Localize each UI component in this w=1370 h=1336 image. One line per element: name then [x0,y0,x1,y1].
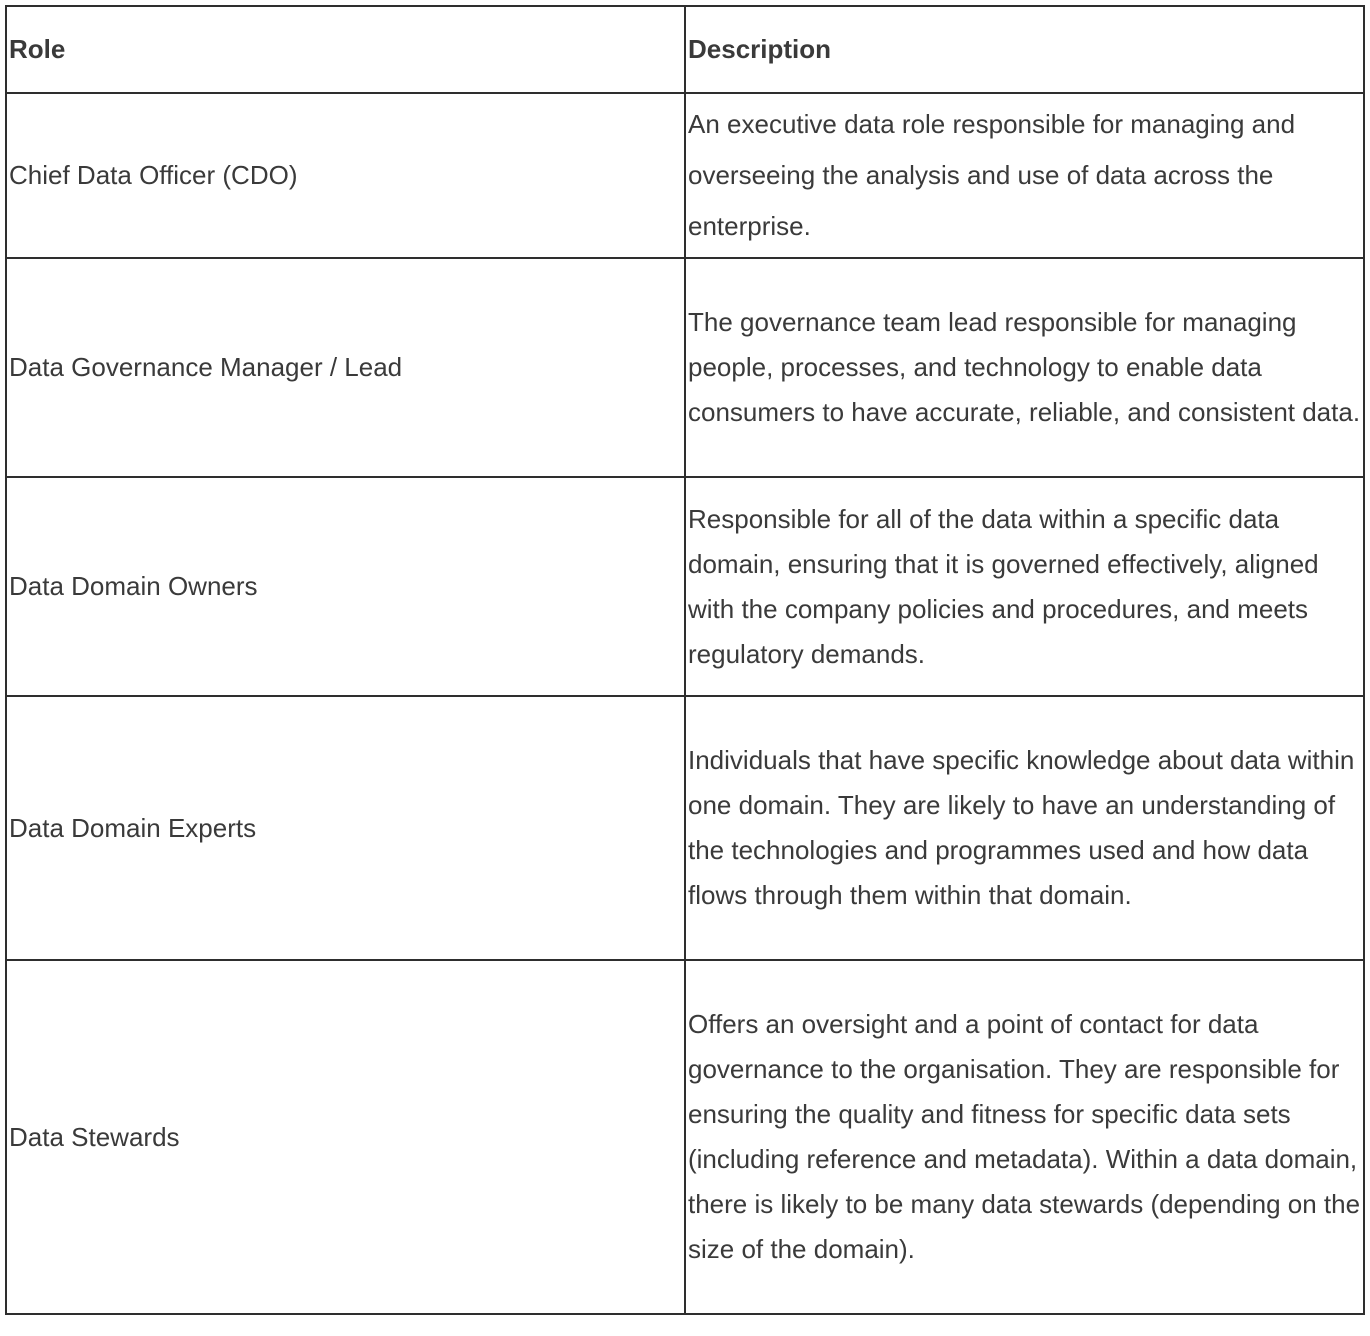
role-cell: Data Domain Experts [6,696,685,960]
table-row [6,960,1364,1314]
table-row [6,477,1364,696]
description-cell: Offers an oversight and a point of contact for data governance to the organisation. They are responsible for ensuring the quality and fitness for specific data sets (including reference and metadata). Within a data domain, there is likely to be many data stewards (depending on the size of the domain). [685,960,1364,1314]
role-cell: Data Stewards [6,960,685,1314]
header-description: Description [685,6,1364,93]
description-cell: The governance team lead responsible for managing people, processes, and technology to enable data consumers to have accurate, reliable, and consistent data. [685,258,1364,477]
description-cell: Individuals that have specific knowledge about data within one domain. They are likely to have an understanding of the technologies and programmes used and how data flows through them within that domain. [685,696,1364,960]
description-cell: An executive data role responsible for managing and overseeing the analysis and use of data across the enterprise. [685,93,1364,258]
description-cell: Responsible for all of the data within a specific data domain, ensuring that it is governed effectively, aligned with the company policies and procedures, and meets regulatory demands. [685,477,1364,696]
roles-table [5,5,1365,1315]
role-cell: Data Governance Manager / Lead [6,258,685,477]
table-row [6,93,1364,258]
table-row [6,258,1364,477]
role-cell: Data Domain Owners [6,477,685,696]
role-cell: Chief Data Officer (CDO) [6,93,685,258]
table-row [6,696,1364,960]
header-role: Role [6,6,685,93]
table-header-row [6,6,1364,93]
